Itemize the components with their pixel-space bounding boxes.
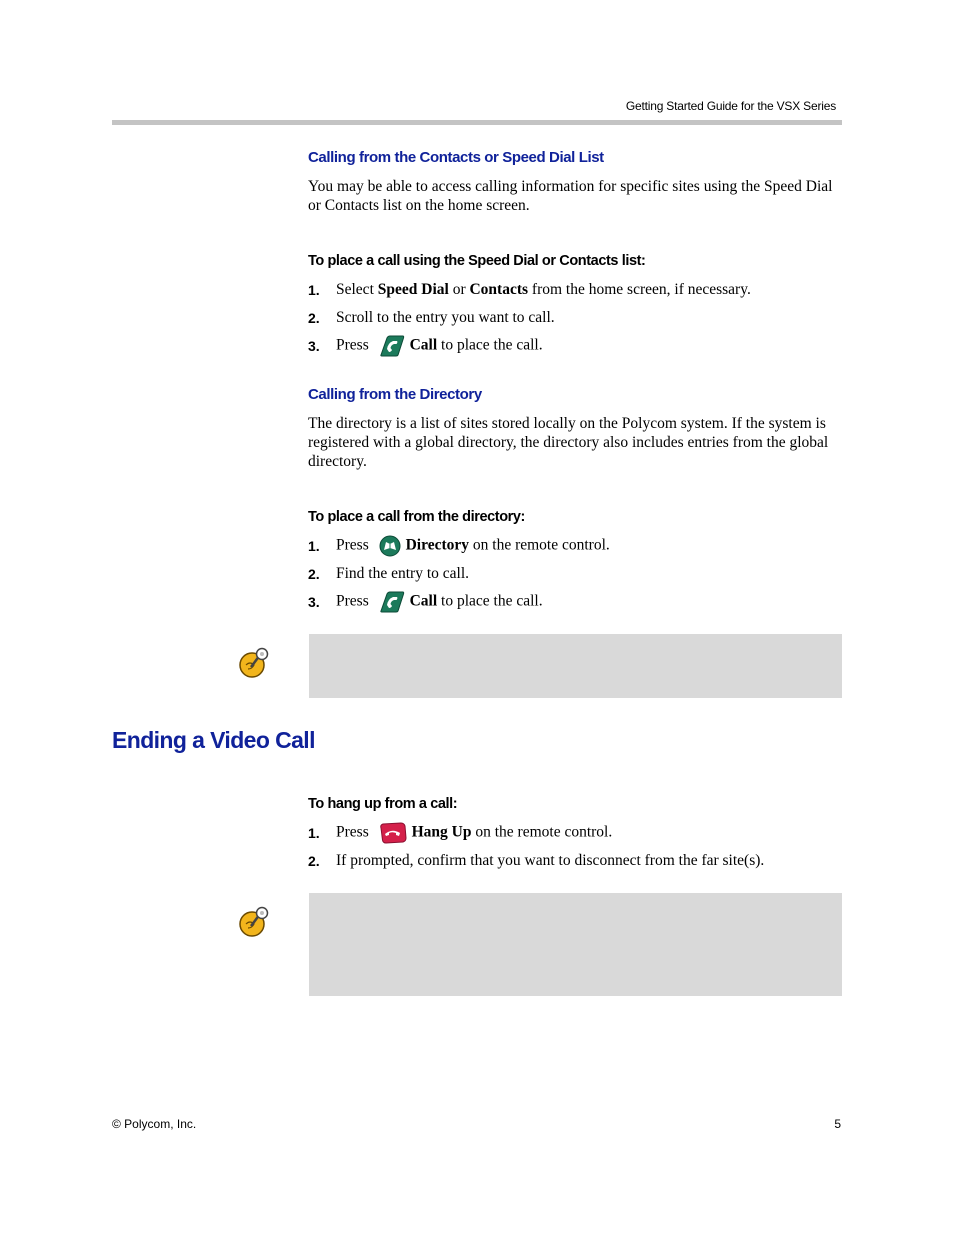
heading-directory: Calling from the Directory <box>308 386 482 403</box>
step-number: 2. <box>308 853 320 869</box>
step-text: If prompted, confirm that you want to disconnect from the far site(s). <box>336 852 765 869</box>
running-header: Getting Started Guide for the VSX Series <box>625 99 836 113</box>
header-rule <box>112 120 842 125</box>
step-number: 3. <box>308 594 320 610</box>
step-3-speed-dial <box>308 335 543 357</box>
step-text: Press Call to place the call. <box>336 335 543 357</box>
step-2-directory <box>308 563 469 585</box>
page-number: 5 <box>834 1117 841 1131</box>
step-number: 1. <box>308 825 320 841</box>
step-1-speed-dial <box>308 279 751 301</box>
step-number: 2. <box>308 566 320 582</box>
note-box <box>309 893 842 996</box>
note-icon <box>238 647 270 679</box>
step-number: 1. <box>308 538 320 554</box>
step-number: 1. <box>308 282 320 298</box>
note-icon <box>238 906 270 938</box>
paragraph-directory: The directory is a list of sites stored locally on the Polycom system. If the system is registered with a global directory, the directory also includes entries from the global directory. <box>308 415 829 470</box>
call-icon <box>379 335 405 357</box>
step-text: Select Speed Dial or Contacts from the home screen, if necessary. <box>336 281 751 298</box>
step-3-directory <box>308 591 543 613</box>
step-number: 2. <box>308 310 320 326</box>
step-text: Find the entry to call. <box>336 565 470 582</box>
directory-icon <box>379 535 401 557</box>
procedure-title-directory: To place a call from the directory: <box>308 509 525 525</box>
step-1-directory <box>308 535 610 557</box>
hang-up-icon <box>379 822 407 844</box>
procedure-title-hang-up: To hang up from a call: <box>308 796 458 812</box>
step-text: Scroll to the entry you want to call. <box>336 309 555 326</box>
note-box <box>309 634 842 698</box>
step-text: Press Directory on the remote control. <box>336 535 610 557</box>
call-icon <box>379 591 405 613</box>
step-2-hang-up <box>308 850 764 872</box>
step-number: 3. <box>308 338 320 354</box>
step-text: Press Hang Up on the remote control. <box>336 822 612 844</box>
step-text: Press Call to place the call. <box>336 591 543 613</box>
heading-ending-video-call: Ending a Video Call <box>112 727 315 753</box>
footer-copyright: © Polycom, Inc. <box>112 1117 197 1131</box>
step-2-speed-dial <box>308 307 555 329</box>
paragraph-contacts: You may be able to access calling information for specific sites using the Speed Dial or Contacts list on the home screen. <box>308 178 833 214</box>
procedure-title-speed-dial: To place a call using the Speed Dial or Contacts list: <box>308 253 646 269</box>
step-1-hang-up <box>308 822 612 844</box>
heading-contacts-speed-dial: Calling from the Contacts or Speed Dial List <box>308 149 604 166</box>
